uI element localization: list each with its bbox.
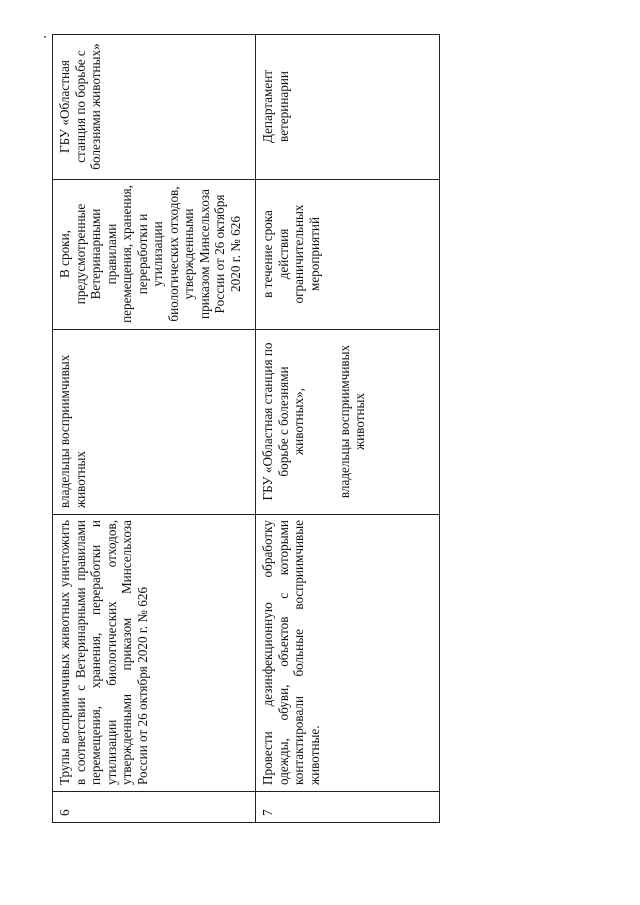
action-cell: Провести дезинфекционную обработку одежды, обуви, объектов с которыми контактировали больные восприимчивые животные. xyxy=(256,515,440,792)
table-row xyxy=(53,35,256,823)
scan-speck xyxy=(44,36,46,38)
executor-line: ГБУ «Областная станция по борьбе с болезнями животных», xyxy=(260,342,306,501)
rotated-document-page xyxy=(52,35,440,823)
executor-line: владельцы восприимчивых животных xyxy=(336,344,367,499)
action-cell: Трупы восприимчивых животных уничтожить в соответствии с Ветеринарными правилами перемещения, хранения, переработки и утилизации биологических отходов, утвержденными приказом Минсельхоза России от 26 октября 2020 г. № 626 xyxy=(53,515,256,792)
table-row xyxy=(256,35,440,823)
executor-cell xyxy=(256,330,440,515)
responsible-cell: Департамент ветеринарии xyxy=(256,35,440,180)
row-number: 6 xyxy=(53,792,256,823)
row-number: 7 xyxy=(256,792,440,823)
measures-table xyxy=(52,34,440,823)
responsible-cell: ГБУ «Областная станция по борьбе с болезнями животных» xyxy=(53,35,256,180)
deadline-cell: в течение срока действия ограничительных мероприятий xyxy=(256,180,440,330)
deadline-cell: В сроки, предусмотренные Ветеринарными правилами перемещения, хранения, переработки и утилизации биологических отходов, утвержденными приказом Минсельхоза России от 26 октября 2020 г. № 626 xyxy=(53,180,256,330)
executor-cell: владельцы восприимчивых животных xyxy=(53,330,256,515)
